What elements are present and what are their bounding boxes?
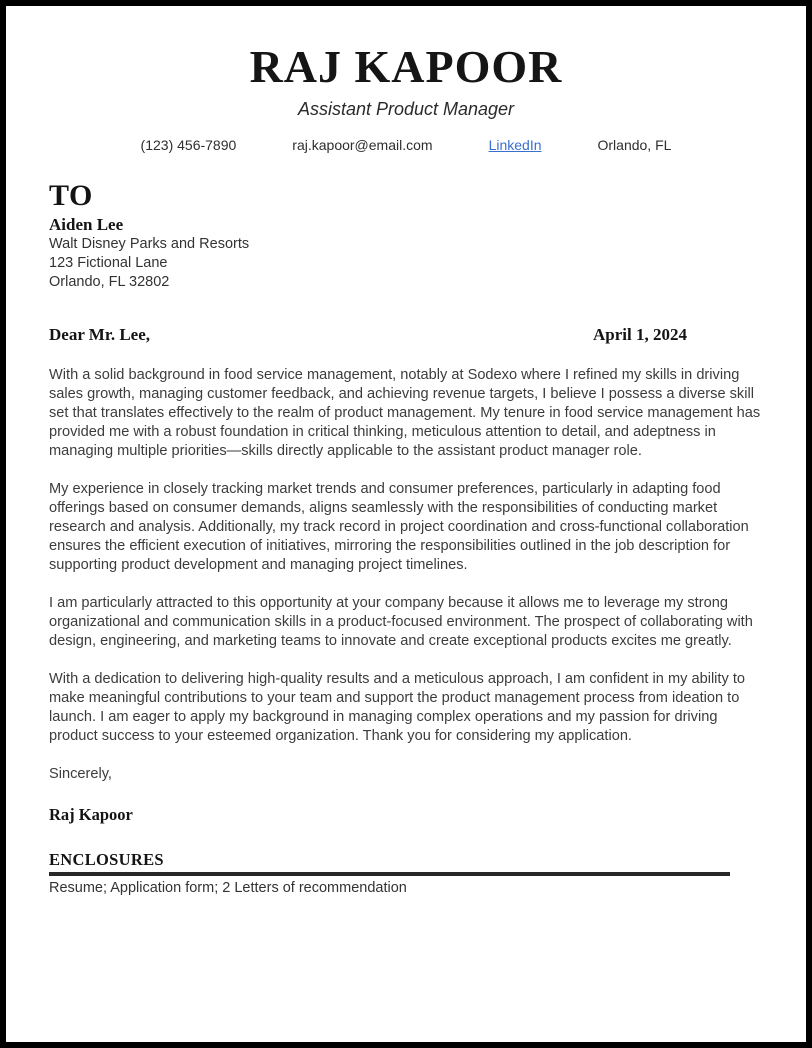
candidate-name: RAJ KAPOOR (249, 41, 563, 92)
enclosures-heading: ENCLOSURES (49, 850, 164, 869)
recipient-block (49, 181, 764, 292)
recipient-name: Aiden Lee (49, 215, 124, 234)
body-paragraph-1: With a solid background in food service management, notably at Sodexo where I refined my skills in driving sales growth, managing customer feedback, and achieving revenue targets, I believe I possess a diverse skill set that translates effectively to the realm of product management. My tenure in food service management has provided me with a robust foundation in critical thinking, meticulous attention to detail, and adeptness in managing multiple priorities—skills directly applicable to the assistant product manager role. (49, 367, 761, 459)
candidate-job-title: Assistant Product Manager (297, 99, 515, 119)
letter-date: April 1, 2024 (593, 325, 687, 344)
contact-row (6, 137, 806, 153)
phone-number: (123) 456-7890 (140, 137, 237, 153)
linkedin-link[interactable]: LinkedIn (488, 137, 542, 153)
enclosures-section (49, 850, 764, 896)
enclosures-items: Resume; Application form; 2 Letters of recommendation (49, 880, 407, 896)
salutation-row (49, 325, 764, 345)
email-address: raj.kapoor@email.com (292, 137, 433, 153)
location-text: Orlando, FL (597, 137, 672, 153)
recipient-company: Walt Disney Parks and Resorts (49, 236, 250, 252)
recipient-label: TO (49, 179, 93, 212)
body-paragraph-2: My experience in closely tracking market trends and consumer preferences, particularly in adapting food offerings based on consumer demands, aligns seamlessly with the responsibilities of conducting market research and analysis. Additionally, my track record in project coordination and cross-functional collaboration ensures the efficient execution of initiatives, mirroring the responsibilities outlined in the job description for supporting product development and managing project timelines. (49, 481, 749, 573)
salutation: Dear Mr. Lee, (49, 325, 151, 344)
body-paragraph-3: I am particularly attracted to this opportunity at your company because it allows me to leverage my strong organizational and communication skills in a product-focused environment. The prospect of collaborating with design, engineering, and marketing teams to innovate and create exceptional products excites me greatly. (49, 595, 753, 649)
recipient-street: 123 Fictional Lane (49, 255, 168, 271)
closing-text: Sincerely, (49, 766, 112, 782)
letter-header (6, 6, 806, 153)
signature-name: Raj Kapoor (49, 805, 133, 824)
recipient-city: Orlando, FL 32802 (49, 274, 170, 290)
enclosures-divider (49, 872, 730, 876)
letter-body (6, 181, 806, 896)
body-paragraph-4: With a dedication to delivering high-quality results and a meticulous approach, I am confident in my ability to make meaningful contributions to your team and support the product management process from ideation to launch. I am eager to apply my background in managing complex operations and my passion for driving product success to your esteemed organization. Thank you for considering my application. (49, 671, 746, 744)
